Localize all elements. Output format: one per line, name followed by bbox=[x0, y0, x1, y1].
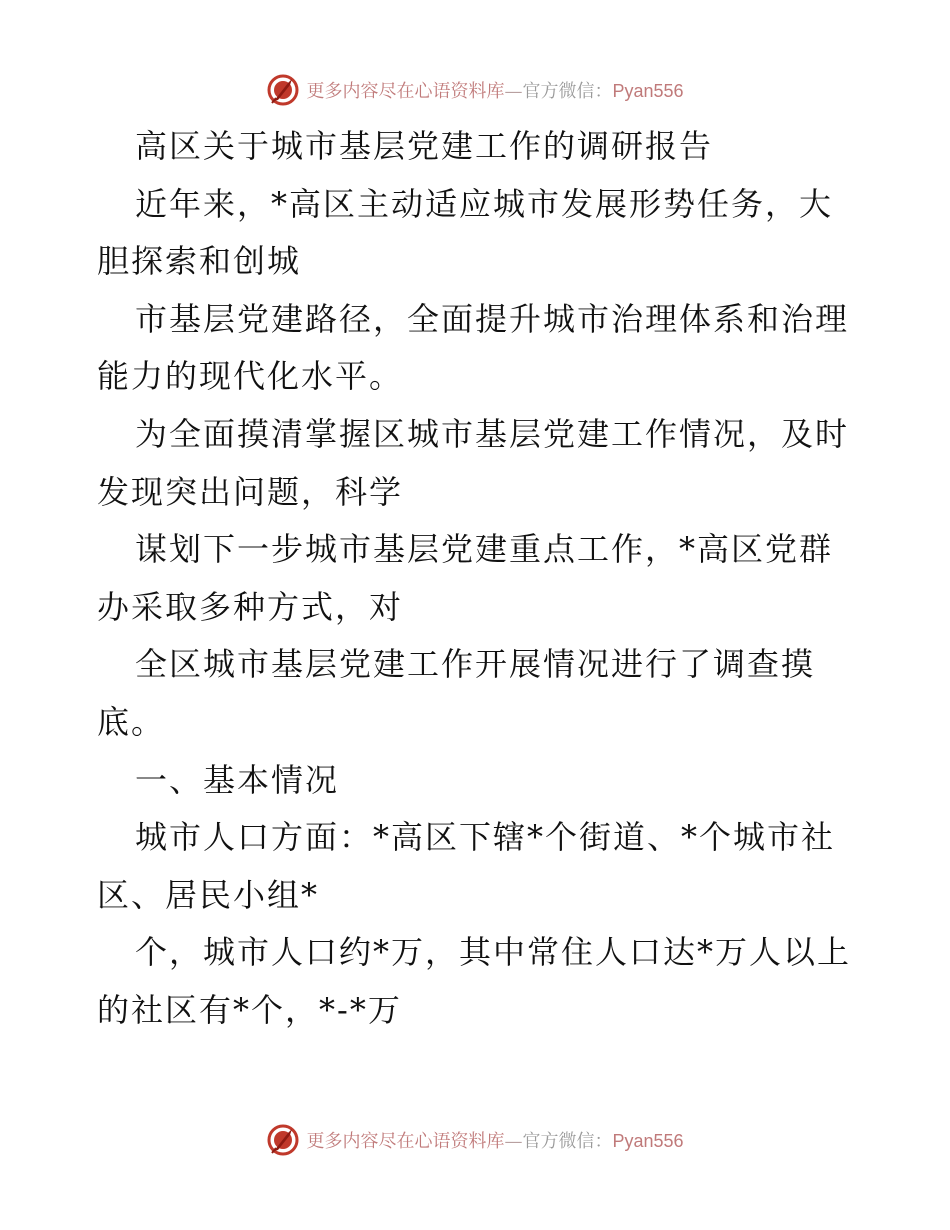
paragraph-line: 城市人口方面：*高区下辖*个街道、*个城市社 bbox=[135, 818, 836, 857]
paragraph-line: 发现突出问题，科学 bbox=[97, 472, 404, 511]
document-title: 高区关于城市基层党建工作的调研报告 bbox=[135, 127, 714, 165]
paragraph-line: 谋划下一步城市基层党建重点工作，*高区党群 bbox=[135, 530, 834, 569]
header-watermark-sep: — bbox=[504, 81, 523, 102]
paragraph-line: 底。 bbox=[97, 702, 166, 741]
footer-watermark bbox=[0, 1120, 950, 1160]
paragraph-line: 市基层党建路径，全面提升城市治理体系和治理 bbox=[135, 299, 850, 338]
header-watermark-code: Pyan556 bbox=[612, 81, 684, 101]
footer-watermark-label: 官方微信： bbox=[522, 1131, 613, 1152]
footer-watermark-main: 更多内容尽在心语资料库 bbox=[306, 1131, 505, 1152]
paragraph-line: 近年来，*高区主动适应城市发展形势任务，大 bbox=[135, 184, 834, 223]
footer-watermark-text bbox=[306, 1127, 683, 1153]
paragraph-line: 区、居民小组* bbox=[97, 875, 320, 914]
header-watermark-text bbox=[306, 77, 683, 103]
header-watermark-inner bbox=[266, 73, 683, 107]
paragraph-line: 全区城市基层党建工作开展情况进行了调查摸 bbox=[135, 645, 816, 684]
paragraph-line: 能力的现代化水平。 bbox=[97, 357, 404, 396]
section-heading: 一、基本情况 bbox=[135, 760, 340, 799]
paragraph-line: 胆探索和创城 bbox=[97, 242, 302, 281]
paragraph-line: 的社区有*个，*-*万 bbox=[97, 990, 402, 1029]
footer-watermark-code: Pyan556 bbox=[612, 1131, 684, 1151]
document-body bbox=[97, 118, 857, 1040]
paragraph-line: 为全面摸清掌握区城市基层党建工作情况，及时 bbox=[135, 414, 850, 453]
footer-watermark-inner bbox=[266, 1123, 683, 1157]
paragraph-line: 办采取多种方式，对 bbox=[97, 587, 404, 626]
header-watermark-label: 官方微信： bbox=[522, 81, 613, 102]
header-watermark bbox=[0, 70, 950, 110]
header-watermark-main: 更多内容尽在心语资料库 bbox=[306, 81, 505, 102]
footer-watermark-sep: — bbox=[504, 1131, 523, 1152]
feather-pen-seal-icon bbox=[266, 1123, 300, 1157]
feather-pen-seal-icon bbox=[266, 73, 300, 107]
paragraph-line: 个，城市人口约*万，其中常住人口达*万人以上 bbox=[135, 933, 852, 972]
